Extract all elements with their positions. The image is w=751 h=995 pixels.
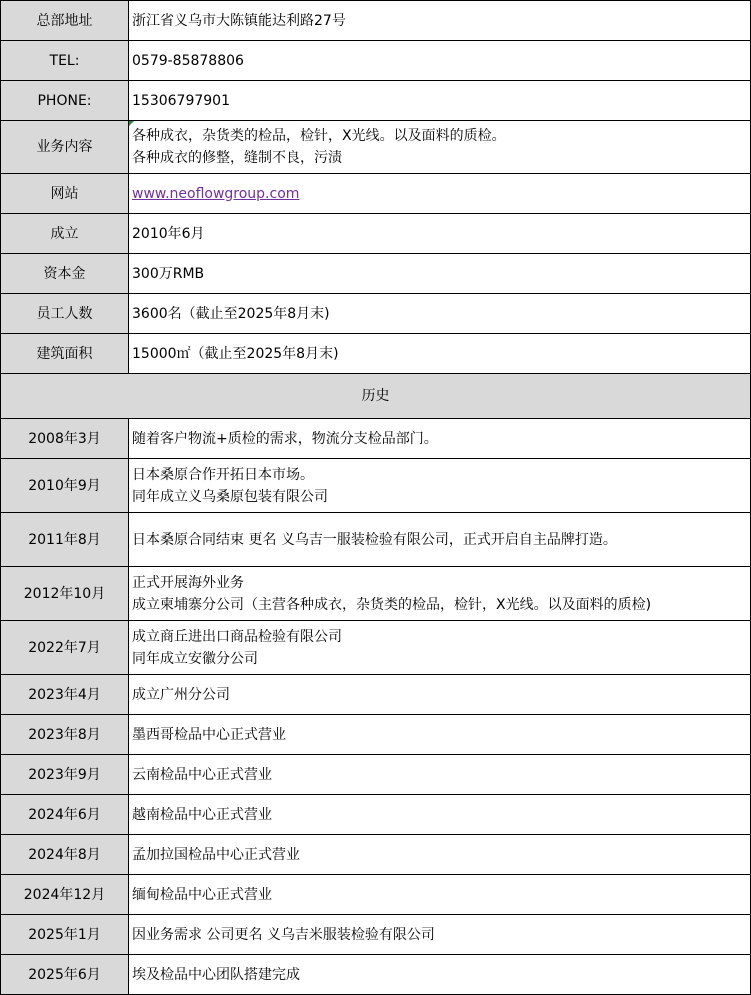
history-event [129, 875, 751, 915]
history-date: 2023年9月 [1, 755, 129, 795]
history-event [129, 915, 751, 955]
history-date: 2024年6月 [1, 795, 129, 835]
history-date: 2010年9月 [1, 459, 129, 513]
info-row-tel [1, 41, 751, 81]
history-event-line: 墨西哥检品中心正式营业 [132, 726, 286, 743]
history-date: 2024年12月 [1, 875, 129, 915]
history-event-line: 成立商丘进出口商品检验有限公司 [132, 628, 342, 645]
history-row [1, 513, 751, 567]
history-row [1, 955, 751, 995]
history-date: 2022年7月 [1, 621, 129, 675]
history-row [1, 621, 751, 675]
history-event [129, 955, 751, 995]
history-event-line: 同年成立义乌桑原包装有限公司 [132, 488, 328, 505]
info-row-phone [1, 81, 751, 121]
business-label: 业务内容 [1, 121, 129, 174]
history-row [1, 675, 751, 715]
phone-value: 15306797901 [129, 81, 751, 121]
history-event [129, 513, 751, 567]
history-event-line: 成立柬埔寨分公司（主营各种成衣，杂货类的检品，检针，X光线。以及面料的质检) [132, 596, 652, 613]
business-line: 各种成衣的修整，缝制不良，污渍 [132, 150, 342, 166]
history-row [1, 755, 751, 795]
founded-label: 成立 [1, 214, 129, 254]
history-event [129, 419, 751, 459]
history-event [129, 459, 751, 513]
capital-value: 300万RMB [129, 254, 751, 294]
info-row-capital [1, 254, 751, 294]
history-date: 2023年4月 [1, 675, 129, 715]
history-event-line: 越南检品中心正式营业 [132, 806, 272, 823]
history-event [129, 715, 751, 755]
history-row [1, 419, 751, 459]
address-label: 总部地址 [1, 1, 129, 41]
website-label: 网站 [1, 174, 129, 214]
history-event-line: 成立广州分公司 [132, 686, 230, 703]
history-event-line: 云南检品中心正式营业 [132, 766, 272, 783]
info-row-website [1, 174, 751, 214]
history-event [129, 567, 751, 621]
business-value [129, 121, 751, 174]
tel-value: 0579-85878806 [129, 41, 751, 81]
info-row-employees [1, 294, 751, 334]
history-date: 2025年6月 [1, 955, 129, 995]
history-row [1, 875, 751, 915]
history-title: 历史 [1, 374, 751, 419]
info-row-founded [1, 214, 751, 254]
employees-value: 3600名（截止至2025年8月末) [129, 294, 751, 334]
history-event-line: 日本桑原合作开拓日本市场。 [132, 466, 314, 483]
history-header-row [1, 374, 751, 419]
history-event-line: 因业务需求 公司更名 义乌吉米服装检验有限公司 [132, 926, 435, 943]
info-row-area [1, 334, 751, 374]
history-date: 2025年1月 [1, 915, 129, 955]
history-date: 2023年8月 [1, 715, 129, 755]
history-event [129, 675, 751, 715]
history-event-line: 缅甸检品中心正式营业 [132, 886, 272, 903]
history-event-line: 同年成立安徽分公司 [132, 650, 258, 667]
history-event [129, 835, 751, 875]
history-row [1, 715, 751, 755]
employees-label: 员工人数 [1, 294, 129, 334]
history-event [129, 755, 751, 795]
history-row [1, 835, 751, 875]
business-line: 各种成衣，杂货类的检品，检针，X光线。以及面料的质检。 [132, 128, 506, 144]
history-event-line: 埃及检品中心团队搭建完成 [132, 966, 300, 983]
info-row-business [1, 121, 751, 174]
comment-marker [129, 121, 134, 126]
history-date: 2024年8月 [1, 835, 129, 875]
history-row [1, 567, 751, 621]
website-cell [129, 174, 751, 214]
history-event [129, 621, 751, 675]
history-date: 2011年8月 [1, 513, 129, 567]
history-row [1, 795, 751, 835]
history-event-line: 随着客户物流+质检的需求，物流分支检品部门。 [132, 430, 438, 447]
history-event-line: 日本桑原合同结束 更名 义乌吉一服装检验有限公司，正式开启自主品牌打造。 [132, 531, 617, 548]
history-date: 2008年3月 [1, 419, 129, 459]
history-row [1, 915, 751, 955]
history-event-line: 正式开展海外业务 [132, 574, 244, 591]
history-event [129, 795, 751, 835]
website-link[interactable]: www.neoflowgroup.com [132, 185, 300, 202]
founded-value: 2010年6月 [129, 214, 751, 254]
history-date: 2012年10月 [1, 567, 129, 621]
info-row-address [1, 1, 751, 41]
area-value: 15000㎡（截止至2025年8月末) [129, 334, 751, 374]
capital-label: 资本金 [1, 254, 129, 294]
history-row [1, 459, 751, 513]
tel-label: TEL: [1, 41, 129, 81]
phone-label: PHONE: [1, 81, 129, 121]
area-label: 建筑面积 [1, 334, 129, 374]
history-event-line: 孟加拉国检品中心正式营业 [132, 846, 300, 863]
address-value: 浙江省义乌市大陈镇能达利路27号 [129, 1, 751, 41]
